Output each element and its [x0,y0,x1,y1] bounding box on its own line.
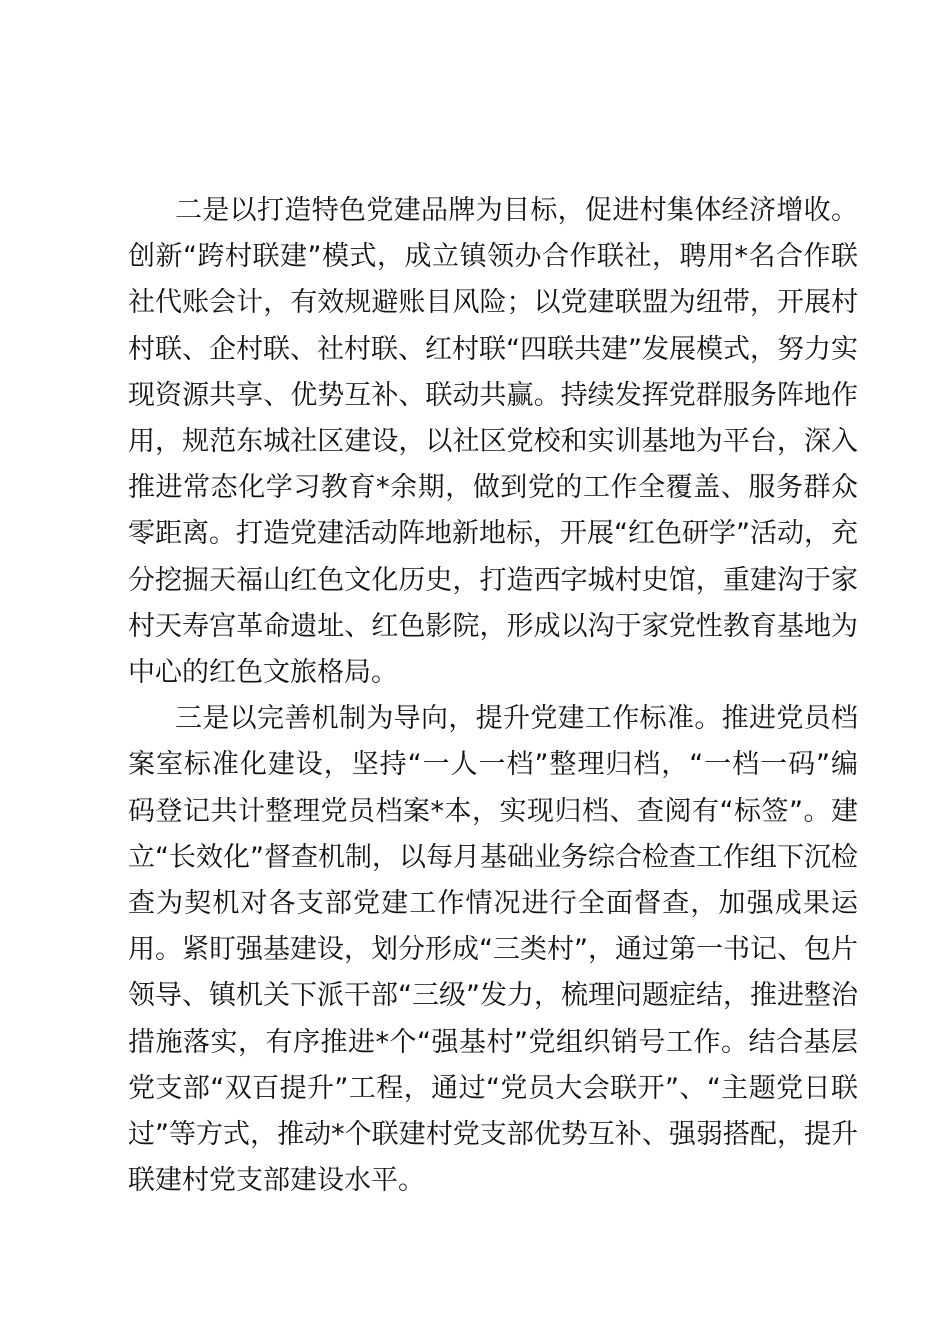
paragraph-mechanism-standards: 三是以完善机制为导向，提升党建工作标准。推进党员档案室标准化建设，坚持“一人一档”整理归档，“一档一码”编码登记共计整理党员档案*本，实现归档、查阅有“标签”。建立“长效化”督查机制，以每月基础业务综合检查工作组下沉检查为契机对各支部党建工作情况进行全面督查，加强成果运用。紧盯强基建设，划分形成“三类村”，通过第一书记、包片领导、镇机关下派干部“三级”发力，梳理问题症结，推进整治措施落实，有序推进*个“强基村”党组织销号工作。结合基层党支部“双百提升”工程，通过“党员大会联开”、“主题党日联过”等方式，推动*个联建村党支部优势互补、强弱搭配，提升联建村党支部建设水平。 [128,703,858,1197]
paragraph-brand-building: 二是以打造特色党建品牌为目标，促进村集体经济增收。创新“跨村联建”模式，成立镇领办合作联社，聘用*名合作联社代账会计，有效规避账目风险；以党建联盟为纽带，开展村村联、企村联、社村联、红村联“四联共建”发展模式，努力实现资源共享、优势互补、联动共赢。持续发挥党群服务阵地作用，规范东城社区建设，以社区党校和实训基地为平台，深入推进常态化学习教育*余期，做到党的工作全覆盖、服务群众零距离。打造党建活动阵地新地标，开展“红色研学”活动，充分挖掘天福山红色文化历史，打造西字城村史馆，重建沟于家村天寿宫革命遗址、红色影院，形成以沟于家党性教育基地为中心的红色文旅格局。 [128,195,858,689]
document-body [128,188,858,1204]
